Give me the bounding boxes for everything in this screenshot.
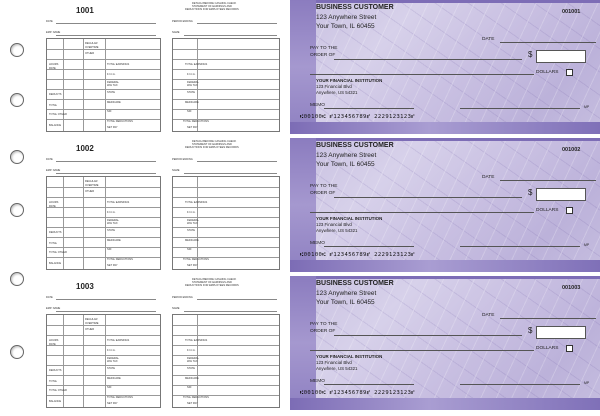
customer-city: Your Town, IL 60455 (316, 161, 375, 168)
amount-words-line[interactable] (310, 74, 534, 75)
stub-date-label: DATE (46, 158, 53, 161)
detach-note: STATEMENT OF EARNINGS AND (192, 143, 232, 146)
bank-street: 123 Financial Blvd (316, 222, 352, 227)
earnings-table: REGULAR OVERTIME OTHER HOURS RATE TOTAL EARNINGS F.I.C.A. FEDERAL W/H TAX STATE DEDUCTS MEDICARE TOTAL SDI TOTAL OTHER TOTAL DEDUCTIONS BALANCE NET PAY (46, 314, 161, 408)
pay-to-label: PAY TO THE (310, 184, 338, 189)
customer-street: 123 Anywhere Street (316, 14, 377, 21)
mp-label: MP (584, 105, 590, 109)
detach-note: DETACH BEFORE CASHING CHECK (192, 140, 237, 143)
payee-line[interactable] (334, 197, 522, 198)
earnings-table: REGULAR OVERTIME OTHER HOURS RATE TOTAL EARNINGS F.I.C.A. FEDERAL W/H TAX STATE DEDUCTS MEDICARE TOTAL SDI TOTAL OTHER TOTAL DEDUCTIONS BALANCE NET PAY (46, 176, 161, 270)
bank-street: 123 Financial Blvd (316, 84, 352, 89)
customer-street: 123 Anywhere Street (316, 152, 377, 159)
check-date-line[interactable] (500, 180, 596, 181)
lock-icon (566, 345, 573, 352)
customer-city: Your Town, IL 60455 (316, 299, 375, 306)
dollar-sign: $ (528, 326, 533, 335)
check-date-line[interactable] (500, 318, 596, 319)
payroll-stub (32, 0, 290, 134)
detach-note: DEDUCTIONS FOR EMPLOYEES RECORDS (185, 284, 239, 287)
customer-name: BUSINESS CUSTOMER (316, 4, 394, 11)
micr-line: ⑆00100⑆ ⑈123456789⑈ 2229123123⑈ (300, 252, 415, 258)
signature-line[interactable] (460, 246, 580, 247)
check (290, 276, 600, 410)
detach-note: DEDUCTIONS FOR EMPLOYEES RECORDS (185, 8, 239, 11)
deductions-table: TOTAL EARNINGS F.I.C.A. FEDERAL W/H TAX STATE MEDICARE SDI TOTAL DEDUCTIONS NET PAY (172, 38, 280, 132)
check (290, 138, 600, 272)
emp-name-label: EMP. NAME (46, 169, 61, 172)
payroll-stub (32, 276, 290, 410)
name-label: NAME (172, 169, 180, 172)
stub-number: 1002 (76, 144, 94, 153)
customer-name: BUSINESS CUSTOMER (316, 280, 394, 287)
order-of-label: ORDER OF (310, 329, 336, 334)
name-label: NAME (172, 307, 180, 310)
dollar-sign: $ (528, 188, 533, 197)
check-number: 001001 (562, 9, 581, 15)
stub-number: 1001 (76, 6, 94, 15)
stub-date-label: DATE (46, 20, 53, 23)
customer-name: BUSINESS CUSTOMER (316, 142, 394, 149)
payroll-stub (32, 138, 290, 272)
check-date-line[interactable] (500, 42, 596, 43)
memo-label: MEMO (310, 103, 325, 108)
pay-to-label: PAY TO THE (310, 322, 338, 327)
name-label: NAME (172, 31, 180, 34)
bank-name: YOUR FINANCIAL INSTITUTION (316, 216, 383, 221)
memo-label: MEMO (310, 241, 325, 246)
check-set (0, 276, 600, 414)
dollars-label: DOLLARS (536, 208, 559, 213)
emp-name-label: EMP. NAME (46, 307, 61, 310)
period-ending-label: PERIOD ENDING (172, 20, 193, 23)
customer-street: 123 Anywhere Street (316, 290, 377, 297)
payee-line[interactable] (334, 59, 522, 60)
order-of-label: ORDER OF (310, 191, 336, 196)
memo-line[interactable] (324, 108, 414, 109)
check-number: 001003 (562, 285, 581, 291)
mp-label: MP (584, 381, 590, 385)
amount-box[interactable] (536, 188, 586, 201)
signature-line[interactable] (460, 384, 580, 385)
bank-city: Anywhere, US 54321 (316, 366, 358, 371)
check-set (0, 138, 600, 276)
check-date-label: DATE (482, 175, 495, 180)
bank-city: Anywhere, US 54321 (316, 228, 358, 233)
memo-line[interactable] (324, 384, 414, 385)
detach-note: STATEMENT OF EARNINGS AND (192, 5, 232, 8)
dollars-label: DOLLARS (536, 346, 559, 351)
check-set (0, 0, 600, 138)
amount-box[interactable] (536, 326, 586, 339)
period-ending-label: PERIOD ENDING (172, 158, 193, 161)
stub-date-label: DATE (46, 296, 53, 299)
amount-box[interactable] (536, 50, 586, 63)
amount-words-line[interactable] (310, 350, 534, 351)
bank-name: YOUR FINANCIAL INSTITUTION (316, 354, 383, 359)
micr-line: ⑆00100⑆ ⑈123456789⑈ 2229123123⑈ (300, 114, 415, 120)
deductions-table: TOTAL EARNINGS F.I.C.A. FEDERAL W/H TAX STATE MEDICARE SDI TOTAL DEDUCTIONS NET PAY (172, 176, 280, 270)
check (290, 0, 600, 134)
stub-number: 1003 (76, 282, 94, 291)
mp-label: MP (584, 243, 590, 247)
customer-city: Your Town, IL 60455 (316, 23, 375, 30)
memo-line[interactable] (324, 246, 414, 247)
order-of-label: ORDER OF (310, 53, 336, 58)
bank-name: YOUR FINANCIAL INSTITUTION (316, 78, 383, 83)
check-date-label: DATE (482, 37, 495, 42)
detach-note: STATEMENT OF EARNINGS AND (192, 281, 232, 284)
emp-name-label: EMP. NAME (46, 31, 61, 34)
detach-note: DETACH BEFORE CASHING CHECK (192, 278, 237, 281)
lock-icon (566, 207, 573, 214)
memo-label: MEMO (310, 379, 325, 384)
period-ending-label: PERIOD ENDING (172, 296, 193, 299)
dollar-sign: $ (528, 50, 533, 59)
dollars-label: DOLLARS (536, 70, 559, 75)
lock-icon (566, 69, 573, 76)
earnings-table: REGULAR OVERTIME OTHER HOURS RATE TOTAL EARNINGS F.I.C.A. FEDERAL W/H TAX STATE DEDUCTS MEDICARE TOTAL SDI TOTAL OTHER TOTAL DEDUCTIONS BALANCE NET PAY (46, 38, 161, 132)
micr-line: ⑆00100⑆ ⑈123456789⑈ 2229123123⑈ (300, 390, 415, 396)
check-date-label: DATE (482, 313, 495, 318)
pay-to-label: PAY TO THE (310, 46, 338, 51)
bank-street: 123 Financial Blvd (316, 360, 352, 365)
amount-words-line[interactable] (310, 212, 534, 213)
detach-note: DETACH BEFORE CASHING CHECK (192, 2, 237, 5)
payee-line[interactable] (334, 335, 522, 336)
check-number: 001002 (562, 147, 581, 153)
detach-note: DEDUCTIONS FOR EMPLOYEES RECORDS (185, 146, 239, 149)
bank-city: Anywhere, US 54321 (316, 90, 358, 95)
signature-line[interactable] (460, 108, 580, 109)
deductions-table: TOTAL EARNINGS F.I.C.A. FEDERAL W/H TAX STATE MEDICARE SDI TOTAL DEDUCTIONS NET PAY (172, 314, 280, 408)
